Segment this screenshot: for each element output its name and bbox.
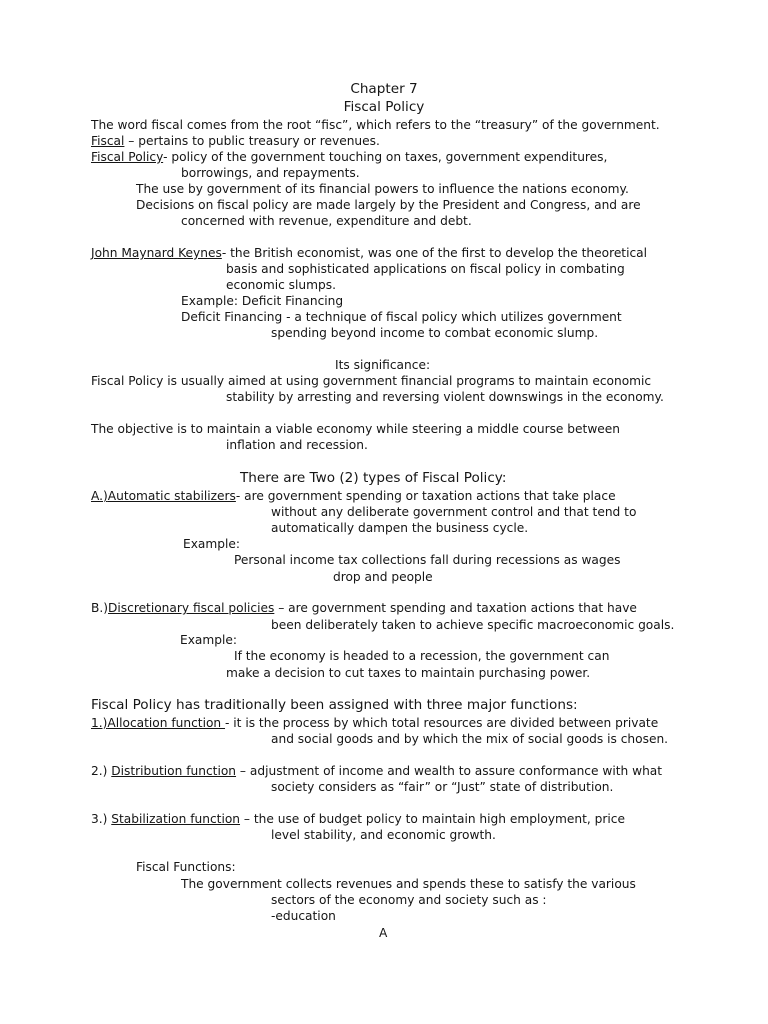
keynes-example: Example: Deficit Financing <box>181 294 344 308</box>
stabilization-prefix: 3.) <box>91 812 112 826</box>
discretionary-policies <box>91 600 637 616</box>
distribution-def: – adjustment of income and wealth to assure conformance with what <box>236 764 663 778</box>
decisions-line-cont: concerned with revenue, expenditure and debt. <box>181 214 472 228</box>
keynes-name: John Maynard Keynes <box>91 246 222 260</box>
objective-line-cont: inflation and recession. <box>226 438 368 452</box>
allocation-def: - it is the process by which total resources are divided between private <box>225 716 659 730</box>
automatic-example-cont: drop and people <box>333 570 433 584</box>
types-heading: There are Two (2) types of Fiscal Policy: <box>240 470 507 486</box>
discretionary-def: – are government spending and taxation actions that have <box>274 601 637 615</box>
fiscal-term: Fiscal <box>91 134 125 148</box>
distribution-def-cont: society considers as “fair” or “Just” state of distribution. <box>271 780 614 794</box>
keynes-paragraph <box>91 245 647 261</box>
fiscal-policy-def: - policy of the government touching on taxes, government expenditures, <box>163 150 608 164</box>
fiscal-policy-definition <box>91 149 607 165</box>
distribution-prefix: 2.) <box>91 764 112 778</box>
deficit-financing-def-cont: spending beyond income to combat economic slump. <box>271 326 599 340</box>
discretionary-def-cont: been deliberately taken to achieve specific macroeconomic goals. <box>271 618 675 632</box>
allocation-def-cont: and social goods and by which the mix of social goods is chosen. <box>271 732 669 746</box>
fiscal-policy-def-cont: borrowings, and repayments. <box>181 166 360 180</box>
discretionary-term: Discretionary fiscal policies <box>108 601 275 615</box>
fiscal-policy-term: Fiscal Policy <box>91 150 164 164</box>
fiscal-functions-item: -education <box>271 909 336 923</box>
allocation-term: Allocation function <box>107 716 226 730</box>
stabilization-function <box>91 811 625 827</box>
stabilization-def: – the use of budget policy to maintain high employment, price <box>240 812 625 826</box>
decisions-line: Decisions on fiscal policy are made largely by the President and Congress, and are <box>136 198 641 212</box>
fiscal-def: – pertains to public treasury or revenues. <box>124 134 380 148</box>
automatic-prefix: A.) <box>91 489 108 503</box>
significance-heading: Its significance: <box>335 358 431 372</box>
discretionary-example: If the economy is headed to a recession, the government can <box>234 649 610 663</box>
automatic-stabilizers <box>91 488 616 504</box>
discretionary-prefix: B.) <box>91 601 108 615</box>
automatic-example-label: Example: <box>183 537 240 551</box>
functions-heading: Fiscal Policy has traditionally been assigned with three major functions: <box>91 697 578 713</box>
chapter-title: Chapter 7 <box>350 81 418 97</box>
deficit-financing-def: Deficit Financing - a technique of fiscal policy which utilizes government <box>181 310 622 324</box>
keynes-desc-cont: economic slumps. <box>226 278 336 292</box>
discretionary-example-cont: make a decision to cut taxes to maintain purchasing power. <box>226 666 591 680</box>
discretionary-example-label: Example: <box>180 633 237 647</box>
allocation-prefix: 1.) <box>91 716 108 730</box>
automatic-term: Automatic stabilizers <box>107 489 236 503</box>
use-line: The use by government of its financial powers to influence the nations economy. <box>136 182 629 196</box>
distribution-function <box>91 763 662 779</box>
topic-title: Fiscal Policy <box>343 99 425 115</box>
intro-line: The word fiscal comes from the root “fisc”, which refers to the “treasury” of the government. <box>91 118 660 132</box>
allocation-function <box>91 715 658 731</box>
fiscal-functions-item: A <box>379 926 388 940</box>
automatic-example: Personal income tax collections fall during recessions as wages <box>234 553 621 567</box>
significance-line: Fiscal Policy is usually aimed at using government financial programs to maintain economic <box>91 374 652 388</box>
objective-line: The objective is to maintain a viable economy while steering a middle course between <box>91 422 621 436</box>
fiscal-functions-heading: Fiscal Functions: <box>136 860 236 874</box>
automatic-def: - are government spending or taxation actions that take place <box>235 489 616 503</box>
automatic-def-cont: automatically dampen the business cycle. <box>271 521 529 535</box>
distribution-term: Distribution function <box>111 764 237 778</box>
significance-line-cont: stability by arresting and reversing violent downswings in the economy. <box>226 390 664 404</box>
fiscal-functions-line-cont: sectors of the economy and society such as : <box>271 893 547 907</box>
automatic-def-cont: without any deliberate government control and that tend to <box>271 505 637 519</box>
stabilization-term: Stabilization function <box>111 812 241 826</box>
keynes-desc: - the British economist, was one of the first to develop the theoretical <box>221 246 648 260</box>
keynes-desc-cont: basis and sophisticated applications on fiscal policy in combating <box>226 262 625 276</box>
fiscal-definition <box>91 133 380 149</box>
stabilization-def-cont: level stability, and economic growth. <box>271 828 496 842</box>
fiscal-functions-line: The government collects revenues and spends these to satisfy the various <box>181 877 636 891</box>
